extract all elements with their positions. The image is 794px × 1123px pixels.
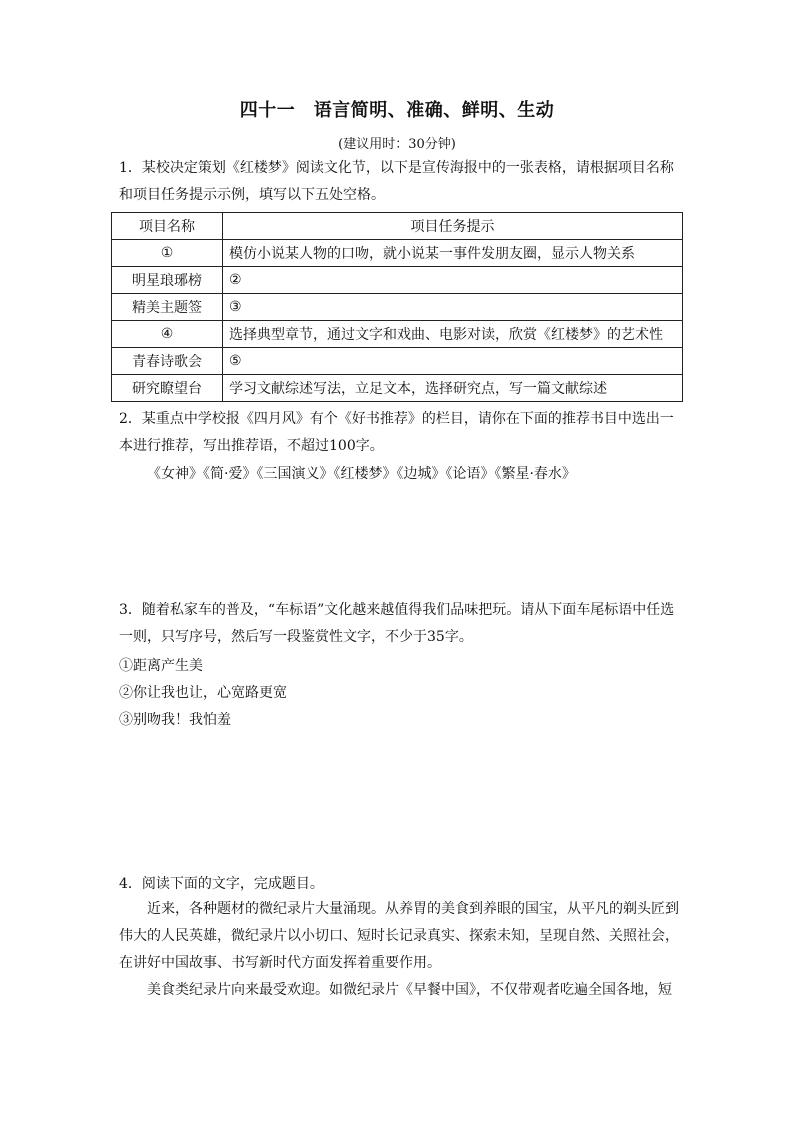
table-row [112, 267, 683, 294]
table-row [112, 348, 683, 375]
table-row [112, 321, 683, 348]
task-hint-cell: ③ [223, 294, 683, 321]
project-name-cell: 明星琅琊榜 [112, 267, 223, 294]
suggested-time: (建议用时：30分钟) [338, 137, 456, 152]
header-task-hint: 项目任务提示 [223, 213, 683, 240]
question-4-prompt: 4．阅读下面的文字，完成题目。 [119, 876, 324, 892]
task-hint-cell: 选择典型章节，通过文字和戏曲、电影对读，欣赏《红楼梦》的艺术性 [223, 321, 683, 348]
project-name-cell: 精美主题签 [112, 294, 223, 321]
question-2-prompt: 2．某重点中学校报《四月风》有个《好书推荐》的栏目，请你在下面的推荐书目中选出一本进行推荐，写出推荐语，不超过100字。 [119, 411, 674, 454]
page-title: 四十一 语言简明、准确、鲜明、生动 [239, 100, 555, 121]
passage-paragraph: 近来，各种题材的微纪录片大量涌现。从养胃的美食到养眼的国宝，从平凡的剃头匠到伟大的人民英雄，微纪录片以小切口、短时长记录真实、探索未知，呈现自然、关照社会，在讲好中国故事、书写新时代方面发挥着重要作用。 [119, 901, 679, 971]
task-hint-cell: 模仿小说某人物的口吻，就小说某一事件发朋友圈，显示人物关系 [223, 240, 683, 267]
table-row [112, 294, 683, 321]
task-hint-cell: 学习文献综述写法，立足文本，选择研究点，写一篇文献综述 [223, 375, 683, 402]
project-name-cell: 研究瞭望台 [112, 375, 223, 402]
header-project-name: 项目名称 [112, 213, 223, 240]
task-hint-cell: ② [223, 267, 683, 294]
table-row [112, 240, 683, 267]
task-hint-cell: ⑤ [223, 348, 683, 375]
slogan-option: ②你让我也让，心宽路更宽 [119, 685, 287, 701]
project-name-cell: ④ [112, 321, 223, 348]
slogan-option: ①距离产生美 [119, 658, 203, 674]
question-1-prompt: 1．某校决定策划《红楼梦》阅读文化节，以下是宣传海报中的一张表格，请根据项目名称和项目任务提示示例，填写以下五处空格。 [119, 160, 674, 203]
project-name-cell: 青春诗歌会 [112, 348, 223, 375]
table-row [112, 375, 683, 402]
slogan-option: ③别吻我！我怕羞 [119, 712, 231, 728]
question-3-prompt: 3．随着私家车的普及，“车标语”文化越来越值得我们品味把玩。请从下面车尾标语中任选一则，只写序号，然后写一段鉴赏性文字，不少于35字。 [119, 602, 675, 645]
passage-paragraph: 美食类纪录片向来最受欢迎。如微纪录片《早餐中国》，不仅带观者吃遍全国各地，短 [147, 982, 672, 998]
project-name-cell: ① [112, 240, 223, 267]
project-task-table [111, 212, 683, 402]
book-list: 《女神》《简·爱》《三国演义》《红楼梦》《边城》《论语》《繁星·春水》 [147, 466, 576, 482]
table-header-row [112, 213, 683, 240]
